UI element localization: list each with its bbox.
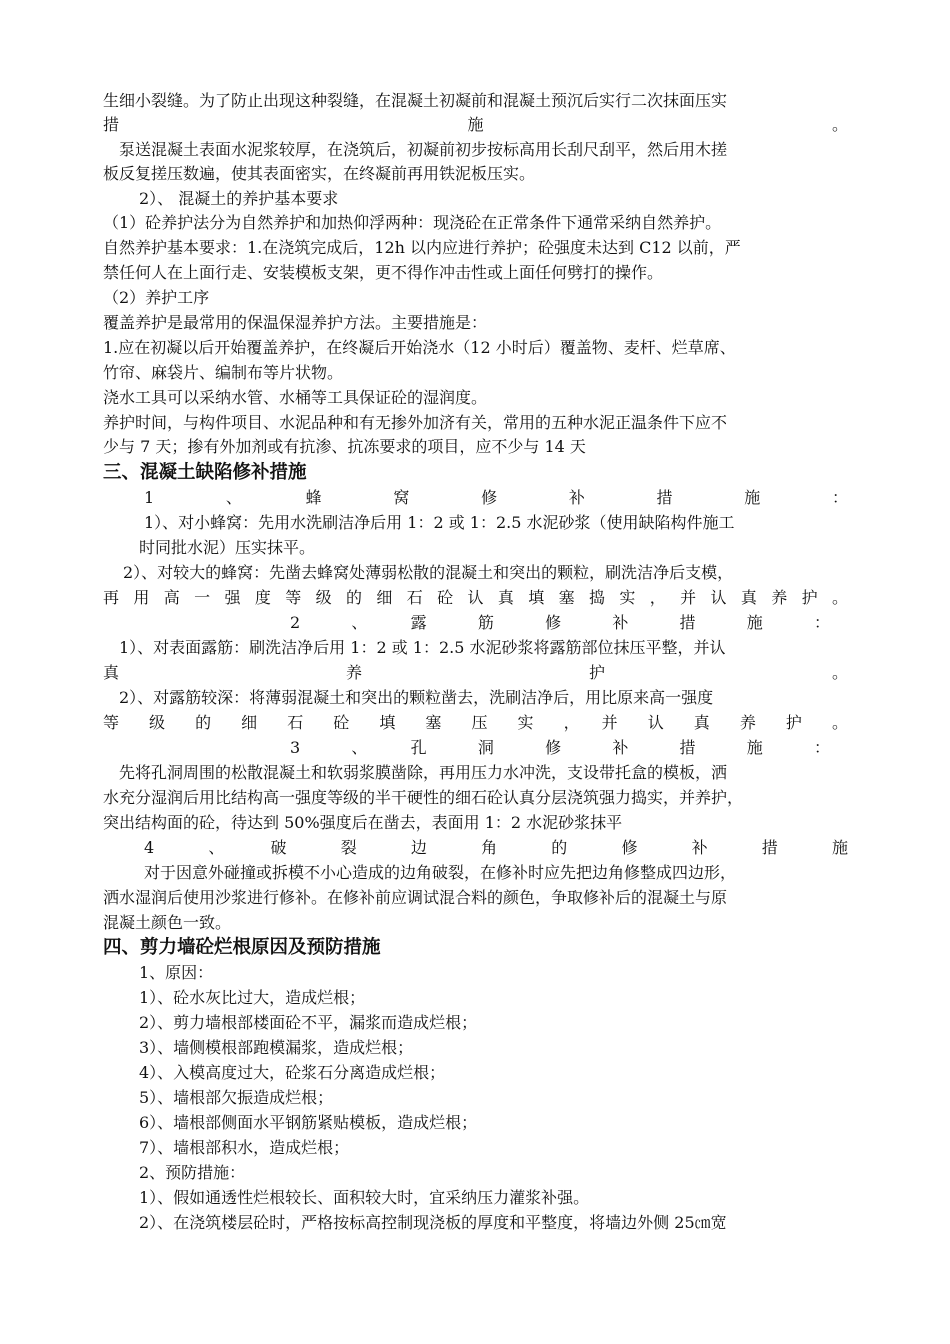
list-item: 4）、入模高度过大，砼浆石分离造成烂根； xyxy=(139,1063,446,1082)
text-line: 禁任何人在上面行走、安装模板支架，更不得作冲击性或上面任何劈打的操作。 xyxy=(103,263,664,282)
text-line: 养护时间，与构件项目、水泥品种和有无掺外加济有关，常用的五种水泥正温条件下应不 xyxy=(103,413,728,432)
subsection-heading: 1 、 蜂 窝 修 补 措 施 ： xyxy=(144,488,848,507)
text-line: 2、预防措施： xyxy=(139,1163,246,1182)
text-line: 时同批水泥）压实抹平。 xyxy=(139,538,316,557)
text-line: 对于因意外碰撞或拆模不小心造成的边角破裂，在修补时应先把边角修整成四边形， xyxy=(144,863,737,882)
text-line: 洒水湿润后使用沙浆进行修补。在修补前应调试混合料的颜色，争取修补后的混凝土与原 xyxy=(103,888,728,907)
text-line: 2）、对较大的蜂窝：先凿去蜂窝处薄弱松散的混凝土和突出的颗粒，刷洗洁净后支模， xyxy=(123,563,734,582)
list-item: 2）、在浇筑楼层砼时，严格按标高控制现浇板的厚度和平整度，将墙边外侧 25㎝宽 xyxy=(139,1213,727,1232)
text-line: 混凝土颜色一致。 xyxy=(103,913,232,932)
text-line: 少与 7 天；掺有外加剂或有抗渗、抗冻要求的项目，应不少与 14 天 xyxy=(103,437,586,456)
list-item: 6）、墙根部侧面水平钢筋紧贴模板，造成烂根； xyxy=(139,1113,478,1132)
text-line: 2）、对露筋较深：将薄弱混凝土和突出的颗粒凿去，洗刷洁净后，用比原来高一强度 xyxy=(119,688,714,707)
text-line: 真 养 护 。 xyxy=(103,663,848,682)
section-heading-4: 四、剪力墙砼烂根原因及预防措施 xyxy=(103,937,381,958)
text-line: 浇水工具可以采纳水管、水桶等工具保证砼的湿润度。 xyxy=(103,388,488,407)
list-item: 1）、假如通透性烂根较长、面积较大时，宜采纳压力灌浆补强。 xyxy=(139,1188,590,1207)
text-line: 水充分湿润后用比结构高一强度等级的半干硬性的细石砼认真分层浇筑强力捣实，并养护， xyxy=(103,788,744,807)
text-line: 自然养护基本要求：1.在浇筑完成后，12h 以内应进行养护；砼强度未达到 C12 以前，严 xyxy=(103,238,741,257)
section-heading-3: 三、混凝土缺陷修补措施 xyxy=(103,462,307,483)
text-line: （2）养护工序 xyxy=(103,288,210,307)
text-line: 1）、对小蜂窝：先用水洗刷洁净后用 1：2 或 1：2.5 水泥砂浆（使用缺陷构件施工 xyxy=(144,513,735,532)
list-item: 3）、墙侧模根部跑模漏浆，造成烂根； xyxy=(139,1038,414,1057)
text-line: 板反复搓压数遍，使其表面密实，在终凝前再用铁泥板压实。 xyxy=(103,164,536,183)
list-item: 5）、墙根部欠振造成烂根； xyxy=(139,1088,334,1107)
subsection-heading: 4 、 破 裂 边 角 的 修 补 措 施 xyxy=(144,838,848,857)
text-line: 1）、对表面露筋：刷洗洁净后用 1：2 或 1：2.5 水泥砂浆将露筋部位抹压平整，并认 xyxy=(119,638,726,657)
text-line: 突出结构面的砼，待达到 50%强度后在凿去，表面用 1：2 水泥砂浆抹平 xyxy=(103,813,623,832)
subsection-heading: 2 、 露 筋 修 补 措 施 ： xyxy=(290,613,830,632)
text-line: 覆盖养护是最常用的保温保湿养护方法。主要措施是： xyxy=(103,313,488,332)
list-item: 1）、砼水灰比过大，造成烂根； xyxy=(139,988,366,1007)
text-line: 泵送混凝土表面水泥浆较厚，在浇筑后，初凝前初步按标高用长刮尺刮平，然后用木搓 xyxy=(119,140,728,159)
subsection-heading: 3 、 孔 洞 修 补 措 施 ： xyxy=(290,738,830,757)
text-line: 先将孔洞周围的松散混凝土和软弱浆膜凿除，再用压力水冲洗，支设带托盒的模板，洒 xyxy=(119,763,728,782)
text-line: （1）砼养护法分为自然养护和加热仰浮两种：现浇砼在正常条件下通常采纳自然养护。 xyxy=(103,213,722,232)
text-line: 竹帘、麻袋片、编制布等片状物。 xyxy=(103,363,344,382)
text-line: 1.应在初凝以后开始覆盖养护，在终凝后开始浇水（12 小时后）覆盖物、麦杆、烂草席、 xyxy=(103,338,736,357)
text-line: 措 施 。 xyxy=(103,115,848,134)
text-line: 等 级 的 细 石 砼 填 塞 压 实 ， 并 认 真 养 护 。 xyxy=(103,713,848,732)
text-line: 生细小裂缝。为了防止出现这种裂缝，在混凝土初凝前和混凝土预沉后实行二次抹面压实 xyxy=(103,91,728,110)
list-item: 2）、剪力墙根部楼面砼不平，漏浆而造成烂根； xyxy=(139,1013,478,1032)
text-line: 1、原因： xyxy=(139,963,214,982)
text-line: 再用高一强度等级的细石砼认真填塞捣实，并认真养护。 xyxy=(103,588,848,607)
text-line: 2）、 混凝土的养护基本要求 xyxy=(139,189,339,208)
list-item: 7）、墙根部积水，造成烂根； xyxy=(139,1138,350,1157)
